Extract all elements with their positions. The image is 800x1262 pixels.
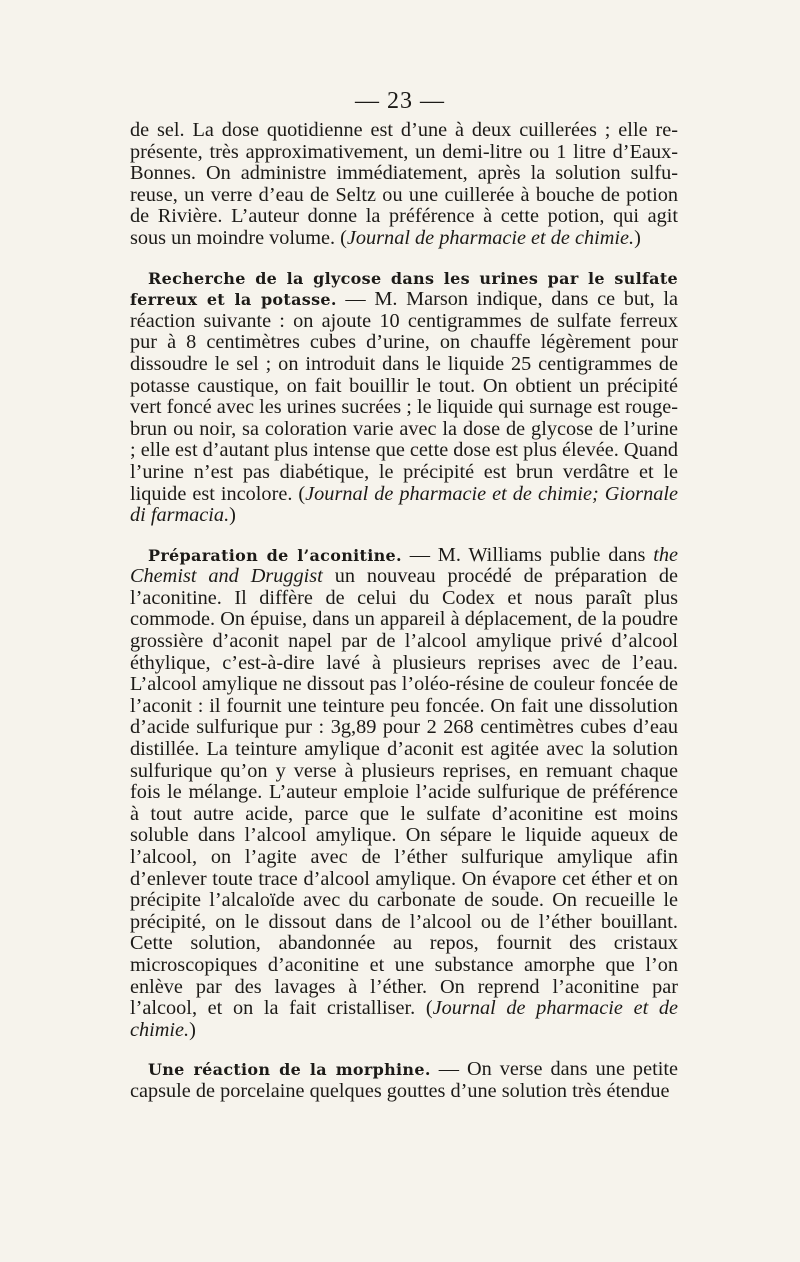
section-aconitine [130,545,678,1042]
section-heading: Recherche de la glycose dans les urines par le sulfate ferreux et la potasse. [130,268,678,310]
paragraph-text: — M. Williams publie dans [401,543,654,566]
page-number: — 23 — [355,88,445,114]
section-heading: Une réaction de la morphine. [148,1060,431,1080]
paragraph-text: — On verse dans une petite capsule de porcelaine quelques gouttes d’une solution très étendue [130,1058,678,1102]
paragraph-text: de sel. La dose quotidienne est d’une à deux cuillerées ; elle représente, très approximativement, un demi-litre ou 1 litre d’Eaux-Bonnes. On administre immédiatement, après la solution sulfureuse, un verre d’eau de Seltz ou une cuillerée à bouche de potion de Rivière. L’auteur donne la préférence à cette potion, qui agit sous un moindre volume. ( [130,119,678,249]
paragraph-text: un nouveau procédé de préparation de l’aconitine. Il diffère de celui du Codex et nous paraît plus commode. On épuise, dans un appareil à déplacement, de la poudre grossière d’aconit napel par de l’alcool amylique privé d’alcool éthylique, c’est-à-dire lavé à plusieurs reprises avec de l’eau. L’alcool amylique ne dissout pas l’oléo-résine de couleur foncée de l’aconit : il fournit une teinture peu foncée. On fait une dissolution d’acide sulfurique pur : 3g,89 pour 2 268 centimètres cubes d’eau distillée. La teinture amylique d’aconit est agitée avec la solution sulfurique qu’on y verse à plusieurs reprises, en remuant chaque fois le mélange. L’auteur emploie l’acide sulfurique de préférence à tout autre acide, parce que le sulfate d’aconitine est moins soluble dans l’alcool amylique. On sépare le liquide aqueux de l’alcool, on l’agite avec de l’éther sulfurique amylique afin d’enlever toute trace d’alcool amylique. On évapore cet éther et on précipite l’alcaloïde avec du carbonate de soude. On recueille le précipité, on le dissout dans de l’alcool ou de l’éther bouillant. Cette solution, abandonnée au repos, fournit des cristaux microscopiques d’aconitine et une substance amorphe que l’on enlève par des lavages à l’éther. On reprend l’aconitine par l’alcool, et on la fait cristalliser. ( [130,565,678,1020]
section-glycose [130,268,678,527]
citation: Journal de pharmacie et de chimie. [346,226,635,249]
citation: the Chemist and Druggist [130,543,678,588]
paragraph-text: — M. Marson indique, dans ce but, la réaction suivante : on ajoute 10 centigrammes de sulfate ferreux pur à 8 centimètres cubes d’urine, on chauffe légèrement pour dissoudre le sel ; on introduit dans le liquide 25 centigrammes de potasse caustique, on fait bouillir le tout. On obtient un précipité vert foncé avec les urines sucrées ; le liquide qui surnage est rouge-brun ou noir, sa coloration varie avec la dose de glycose de l’urine ; elle est d’autant plus intense que cette dose est plus élevée. Quand l’urine n’est pas diabétique, le précipité est brun verdâtre et le liquide est incolore. ( [130,288,678,505]
citation: Journal de pharmacie et de chimie. [130,997,678,1041]
paragraph-text: ) [634,226,641,249]
section-heading: Préparation de l’aconitine. [148,545,402,565]
paragraph-continuation [130,120,678,250]
section-morphine [130,1059,678,1102]
paragraph-text: ) [229,504,236,527]
citation: Journal de pharmacie et de chimie; Giornale di farmacia. [130,482,678,527]
text-column [130,120,678,1103]
paragraph-text: ) [189,1018,196,1041]
